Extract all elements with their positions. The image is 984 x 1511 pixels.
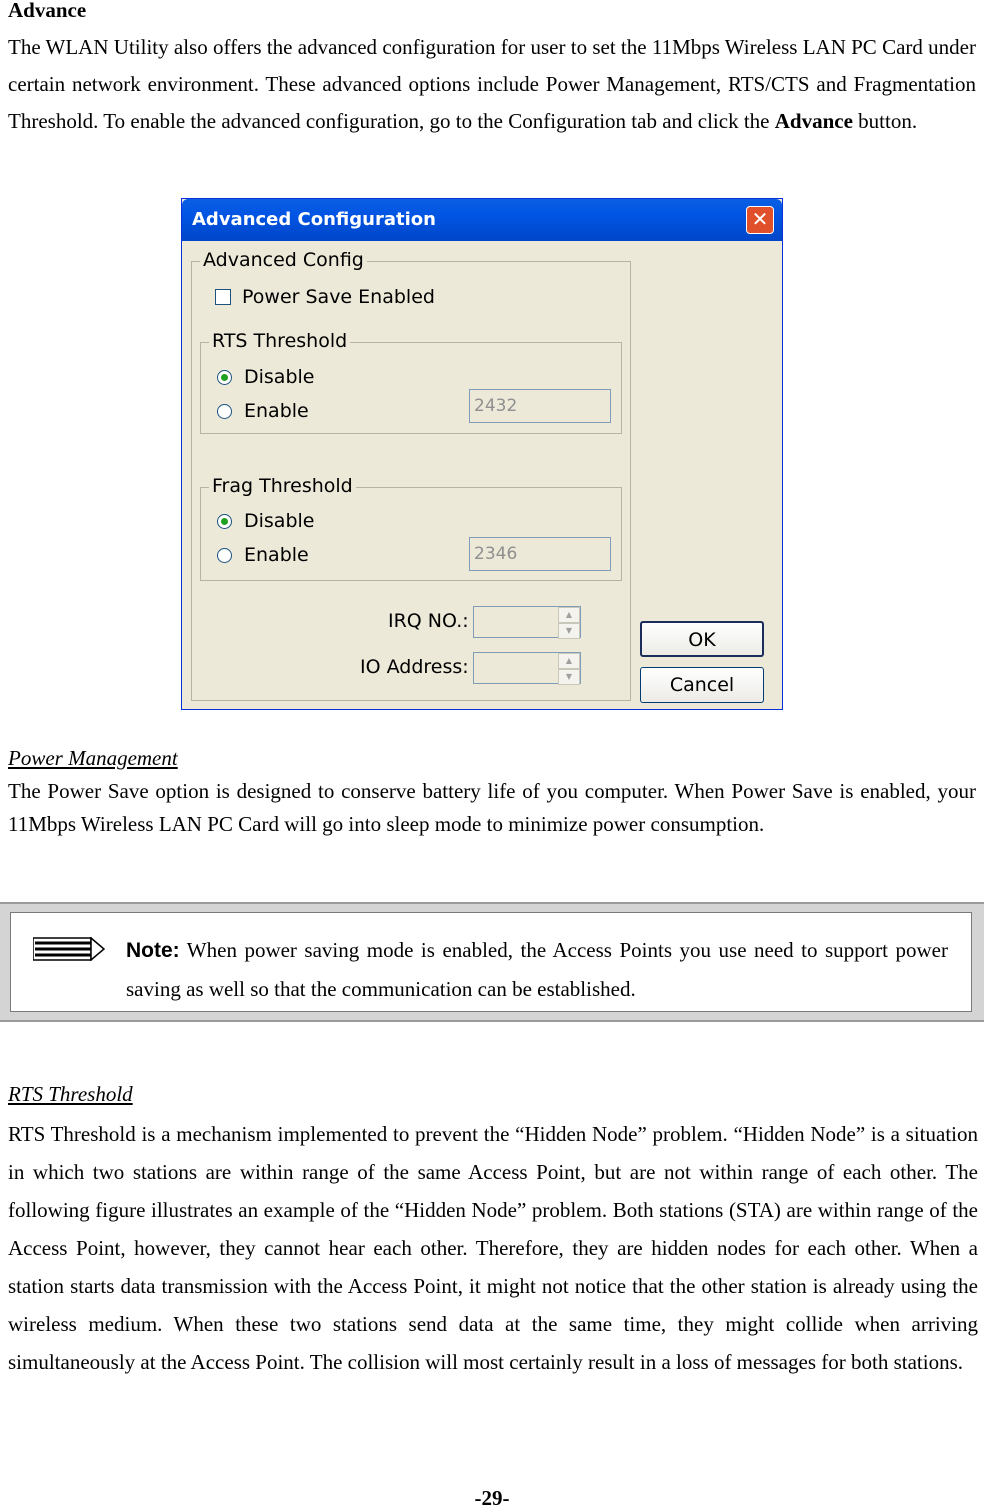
io-address-spinner[interactable] [473,652,581,684]
power-save-checkbox[interactable] [215,289,231,305]
rts-threshold-paragraph: RTS Threshold is a mechanism implemented to prevent the “Hidden Node” problem. “Hidden Node” is a situation in which two stations are within range of the same Access Point, but are not within range of each other. The following figure illustrates an example of the “Hidden Node” problem. Both stations (STA) are within range of the Access Point, however, they cannot hear each other. Therefore, they are hidden nodes for each other. When a station starts data transmission with the Access Point, it might not notice that the other station is already using the wireless medium. When these two stations send data at the same time, they might collide when arriving simultaneously at the Access Point. The collision will most certainly result in a loss of messages for both stations. [8,1122,978,1374]
rts-threshold-group [200,330,622,434]
rts-enable-label: Enable [244,400,309,422]
note-text [126,931,948,1008]
power-management-paragraph: The Power Save option is designed to conserve battery life of you computer. When Power Save is enabled, your 11Mbps Wireless LAN PC Card will go into sleep mode to minimize power consumption. [8,779,976,836]
rts-disable-label: Disable [244,366,315,388]
spin-down-icon[interactable]: ▼ [558,623,580,639]
rts-threshold-legend: RTS Threshold [209,330,350,352]
advanced-configuration-dialog [181,198,783,710]
dialog-title: Advanced Configuration [192,209,436,230]
irq-label: IRQ NO.: [388,610,469,632]
frag-threshold-legend: Frag Threshold [209,475,356,497]
spin-up-icon[interactable]: ▲ [558,607,580,623]
irq-spinner-arrows[interactable] [558,607,580,637]
advanced-config-legend: Advanced Config [200,249,367,271]
frag-enable-label: Enable [244,544,309,566]
intro-text: The WLAN Utility also offers the advanced configuration for user to set the 11Mbps Wireless LAN PC Card under certain network environment. These advanced options include Power Management, RTS/CTS and Fragmentation Threshold. To enable the advanced configuration, go to the Configuration tab and click the [8,35,976,133]
spin-down-icon[interactable]: ▼ [558,669,580,685]
intro-bold-term: Advance [774,109,853,133]
close-icon[interactable]: ✕ [746,206,774,234]
rts-threshold-heading: RTS Threshold [8,1082,133,1106]
frag-enable-radio[interactable] [217,548,232,563]
intro-text-end: button. [852,109,918,133]
spin-up-icon[interactable]: ▲ [558,653,580,669]
advanced-config-group [191,249,631,701]
rts-enable-radio[interactable] [217,404,232,419]
irq-spinner[interactable] [473,606,581,638]
frag-threshold-group [200,475,622,581]
rts-threshold-input[interactable]: 2432 [469,389,611,423]
note-inner [10,912,972,1012]
power-save-label: Power Save Enabled [242,286,435,308]
note-box [0,902,984,1022]
section-heading: Advance [8,0,87,22]
intro-paragraph [8,29,976,140]
power-management-heading: Power Management [8,746,178,770]
note-body: When power saving mode is enabled, the Access Points you use need to support power saving as well so that the communication can be established. [126,938,948,1001]
cancel-button[interactable]: Cancel [640,667,764,703]
io-address-label: IO Address: [360,656,469,678]
ok-button[interactable]: OK [640,621,764,657]
note-label: Note: [126,939,180,962]
page-number: -29- [474,1486,510,1510]
note-arrow-icon [33,937,105,961]
rts-disable-radio[interactable] [217,370,232,385]
frag-disable-radio[interactable] [217,514,232,529]
frag-threshold-input[interactable]: 2346 [469,537,611,571]
dialog-titlebar [182,199,782,241]
io-spinner-arrows[interactable] [558,653,580,683]
frag-disable-label: Disable [244,510,315,532]
